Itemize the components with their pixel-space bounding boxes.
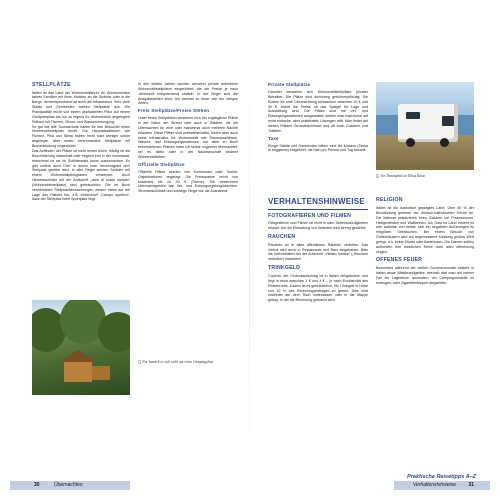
- caption-marker-icon: ▢: [376, 174, 381, 178]
- right-page: [250, 0, 490, 500]
- right-photo-caption: ▢ Vor Traumplatz an Elbas Küste: [376, 174, 426, 178]
- left-footer-label: Übernachten: [54, 482, 83, 488]
- paragraph: In den letzten Jahren wurden vermehrt private betriebene Wohnmobilstellplätze eingerichtet, die die Preise je nach Jahreszeit entsprechend staffeln. In der Regel sind die Ausgabestellen zwei- bis dreimal so teuer wie die übrigen Zeiten.: [138, 82, 238, 106]
- paragraph: So gut wie alle Touristenorte halten für ihre Besucher einen Wohnmobilstellplatz bereit. Die Hauptattraktionen wie Florenz, Pisa und Siena haben mehr oder weniger schon angelegte, aber relativ zentrumsnahe Stellplätze mit Busverbindung eingerichtet.: [32, 124, 130, 148]
- heading-fotografieren: FOTOGRAFIEREN UND FILMEN: [268, 212, 352, 219]
- right-column-2: [376, 197, 474, 286]
- section-heading-verhaltenshinweise: VERHALTENSHINWEISE: [268, 197, 365, 206]
- paragraph: Rauchen ist in allen öffentlichen Räumen verboten. Das Verbot wird auch in Restaurants und Bars eingehalten. Bitte die Verbotstafeln mit der Aufschrift „Vietato fumare“ („Rauchen verboten“) beachten!: [268, 242, 368, 262]
- paragraph: Fotografieren und Filmen ist nicht in allen Sehenswürdigkeiten erlaubt. Auf die Einhaltung von Verboten wird streng geachtet.: [268, 221, 368, 230]
- paragraph: Unter freien Stellplätzen verstehen sich frei zugängliche Plätze in der Natur, am Strand oder auch in Städten, die ein Übernachten für eine oder manchmal auch mehrere Nächte erlauben. Diese Plätze sind unbewirtschaftet, bieten aber auch keine Infrastruktur für Wohnmobile wie Stromanschlüsse, Wasser- und Entsorgungsstationen. Auf allen im Buch beschriebenen Plätzen habe ich selbst ungestört übernachtet, sei es allein oder in der Nachbarschaft anderer Wohnmobilfahrer.: [138, 116, 238, 159]
- paragraph: Coperto, der Gedeckaufschlag ist in Italien obligatorisch und liegt in etwa zwischen 1 € und 4 € – je nach Exklusivität des Restaurants. Zudem ist es gebräuchlich, ein Trinkgeld in Höhe von 10 % des Rechnungsbetrages zu geben. Dies wird entweder auf dem Tisch hinterlassen oder in die Mappe gelegt, in der die Rechnung gebracht wird.: [268, 274, 368, 303]
- subheading-freie-stellplaetze: Freie Stellplätze/Freies Stehen: [138, 108, 210, 114]
- running-head: Praktische Reisetipps A–Z: [407, 474, 476, 480]
- left-photo-caption: ▢ Nur handelt es sich wohl um einen Campingplatz: [138, 360, 214, 364]
- heading-religion: RELIGION: [376, 197, 403, 203]
- subheading-private-stellplaetze: Private Stellplätze: [268, 82, 311, 87]
- paragraph: Italien ist das Land der Wohnmobilfahrer. An Wochenenden fahren Familien mit ihren Mobilen an die Strände oder in die Berge, dementsprechend ist auch die Infrastruktur. Sehr viele Städte und Gemeinden weisen Stellplätze aus. Die Platzqualität reicht von einem asphaltierten Platz auf einem Großparkplatz bis hin zu eigens für Wohnmobile angelegten Plätzen mit Tischen, Strom- und Wasserversorgung.: [32, 90, 130, 124]
- left-column-1: [32, 82, 130, 202]
- section-divider: [268, 209, 368, 210]
- left-page-number: 30: [34, 482, 40, 488]
- photo-motorhome-coast: [376, 82, 474, 170]
- left-column-2: [138, 82, 238, 194]
- photo-forest-camp: [32, 300, 130, 395]
- right-column-1b: [268, 197, 368, 303]
- right-footer-label: Verhaltenshinweise: [412, 482, 456, 488]
- heading-rauchen: RAUCHEN: [268, 233, 296, 240]
- paragraph: Einige Städte und Gemeinden haben eine Art Kurtaxe (Tassa di soggiorno) eingeführt, die man pro Person und Tag bezahlt.: [268, 143, 368, 153]
- left-page: [10, 0, 250, 500]
- paragraph: Italien ist ein katholisch geprägtes Land. Über 80 % der Bevölkerung gehören der römisch-katholischen Kirche an. Die Italiener praktizieren ihren Glauben bei Prozessionen, Heiligenfesten und Wallfahrten. Als Gast im Land ersieht es sich natürlich von selbst, sich bei negativen Äußerungen zu religiösen Gebräuchen, Bei einem Besuch von Gotteshäusern wird auf angemessene Kleidung großen Wert gelegt, d.h. keine Shorts oder Badehosen. Die Damen sollten außerdem ihre weiblichen Reize nicht allzu offenherzig zeigen.: [376, 206, 474, 254]
- paragraph: Offizielle Plätze wurden von Kommunen oder Tourist-Organisationen angelegt. Die Preisspanne reicht von kostenlos bis zu 20 € (Sterne). Sie bezeichnen Übernachtgebühr wie Ver- und Entsorgungsmöglichkeiten, Stromanschlüsse und sonstige Dinge wie die Ausnahme.: [138, 169, 238, 194]
- heading-trinkgeld: TRINKGELD: [268, 265, 301, 272]
- caption-marker-icon: ▢: [138, 360, 143, 364]
- heading-offenes-feuer: OFFENES FEUER: [376, 257, 423, 264]
- paragraph: Darunter verstehen sich Wohnmobilstellplätze privater Betreiber. Die Plätze sind durchweg gebührenpflichtig. Die Kosten für eine Übernachtung schwanken zwischen 10 € und 30 €, wobei die Preise oft das Spiegel für Lage und Ausstattung sind. Die Plätze sind mit Ver- und Entsorgungsstationen ausgestattet, sieben man manchmal auf recht einfache, aber praktikable Lösungen trifft. Man findet auf diesen Plätzen Stromanschlüsse und oft auch Duschen und Toiletten.: [268, 90, 368, 133]
- right-column-1: [268, 82, 368, 153]
- heading-stellplaetze: STELLPLÄTZE: [32, 82, 71, 88]
- subheading-taxe: Taxe: [268, 135, 279, 141]
- book-spread: [10, 0, 490, 500]
- paragraph: Besonders während der heißen Sommermonate besteht in Italien akute Waldbrandgefahr, deshalb darf man auf keinen Fall ein Lagerfeuer anzünden, um Campingromantik zu erzeugen, oder Zigarettenkippen wegwerfen.: [376, 266, 474, 285]
- right-page-number: 31: [468, 482, 474, 488]
- paragraph: Das Auffinden der Plätze ist nicht immer leicht. Häufig ist die Beschilderung lückenhaft oder beginnt erst in der Innenstadt, manchmal ist sie im Schilderwald kaum auszumachen. Es gibt zudem auch Orte, in denen man hervorragend zum Stellplatz geleitet wird. In aller Regel werden Schilder mit einem Wohnmobilpiktogramm verwendet. Auch Hinweisschilder mit der Aufschrift „aree di sosta camper“ (Wohnmobilstellplatz) sind gebräuchlich. Die im Buch verwendeten Stellplatzbezeichnungen weisen meist auf die Lage des Platzes hin, z.B. bezeichnet „Campo sportivo“, dass der Stellplatz beim Sportplatz liegt.: [32, 149, 130, 202]
- subheading-offizielle-stellplaetze: Offizielle Stellplätze: [138, 161, 185, 167]
